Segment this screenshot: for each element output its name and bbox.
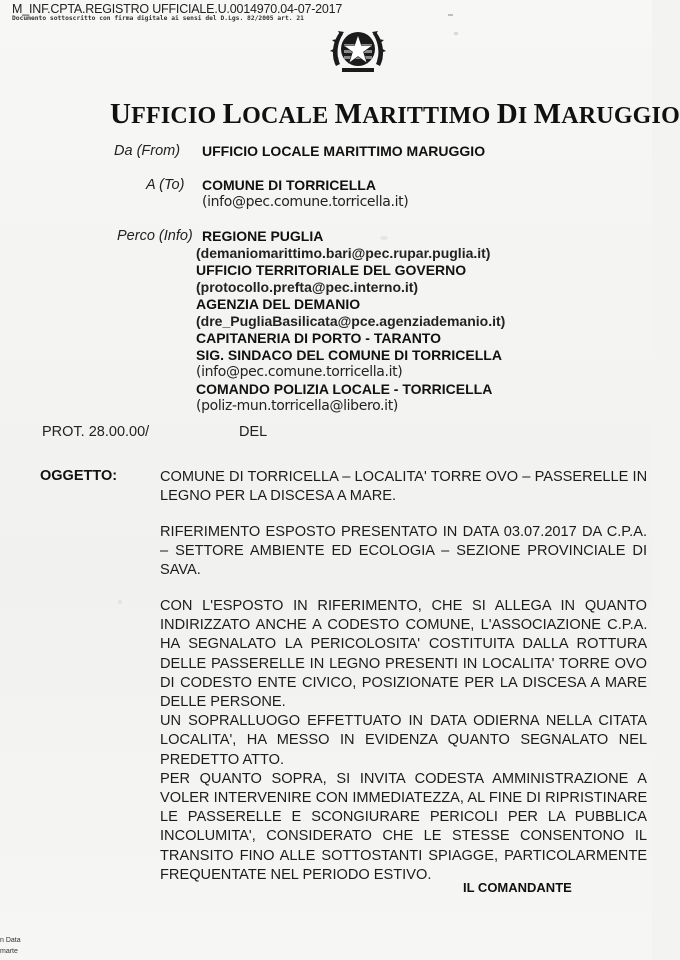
- info-recipient-name: UFFICIO TERRITORIALE DEL GOVERNO: [196, 262, 467, 278]
- scan-smudge: [118, 600, 122, 604]
- body-line: VOLER INTERVENIRE CON IMMEDIATEZZA, AL FINE DI RIPRISTINARE: [160, 790, 648, 807]
- body-line: PREDETTO ATTO.: [160, 751, 285, 768]
- body-line: FREQUENTATE NEL PERIODO ESTIVO.: [160, 866, 432, 883]
- from-label: Da (From): [114, 143, 181, 159]
- body-line: HA SEGNALATO LA PERICOLOSITA' COSTITUITA DALLA ROTTURA: [160, 636, 648, 653]
- registry-protocol-line: M_INF.CPTA.REGISTRO UFFICIALE.U.0014970.04-07-2017: [12, 2, 343, 16]
- info-recipient-email: (protocollo.prefta@pec.interno.it): [196, 279, 419, 295]
- body-line: DI CODESTO ENTE CIVICO, POSIZIONATE PER LA DISCESA A MARE: [160, 674, 647, 691]
- scan-smudge: [380, 236, 388, 240]
- info-recipient-name: COMANDO POLIZIA LOCALE - TORRICELLA: [196, 381, 493, 397]
- reference-line: – SETTORE AMBIENTE ED ECOLOGIA – SEZIONE PROVINCIALE DI: [160, 543, 647, 560]
- from-value: UFFICIO LOCALE MARITTIMO MARUGGIO: [202, 143, 486, 159]
- to-name: COMUNE DI TORRICELLA: [202, 177, 376, 193]
- office-title: [110, 98, 680, 131]
- protocol-number: PROT. 28.00.00/: [42, 424, 150, 440]
- info-recipient-name: AGENZIA DEL DEMANIO: [196, 296, 361, 312]
- info-recipient-name: SIG. SINDACO DEL COMUNE DI TORRICELLA: [196, 347, 502, 363]
- corner-fragment: marte: [0, 948, 18, 955]
- scan-speck: [454, 32, 458, 35]
- subject-line: LEGNO PER LA DISCESA A MARE.: [160, 488, 397, 505]
- info-recipient-email: (demaniomarittimo.bari@pec.rupar.puglia.it): [196, 245, 491, 261]
- reference-paragraph: [160, 523, 647, 581]
- to-label: A (To): [146, 177, 185, 193]
- subject-label: OGGETTO:: [40, 468, 118, 484]
- office-title-text: UFFICIO LOCALE MARITTIMO DI MARUGGIO: [110, 98, 680, 130]
- main-body: [160, 597, 647, 885]
- reference-line: RIFERIMENTO ESPOSTO PRESENTATO IN DATA 03.07.2017 DA C.P.A.: [160, 524, 647, 540]
- subject-text: [160, 468, 647, 506]
- info-recipient-email: (poliz-mun.torricella@libero.it): [196, 398, 398, 414]
- subject-line: COMUNE DI TORRICELLA – LOCALITA' TORRE OVO – PASSERELLE IN: [160, 469, 648, 485]
- to-email: (info@pec.comune.torricella.it): [202, 194, 409, 210]
- body-line: LOCALITA', HA MESSO IN EVIDENZA QUANTO SEGNALATO NEL: [160, 732, 648, 749]
- info-recipient-email: (info@pec.comune.torricella.it): [196, 364, 403, 380]
- body-line: DELLE PASSERELLE IN LEGNO PRESENTI IN LOCALITA' TORRE OVO: [160, 655, 648, 672]
- info-recipient-name: CAPITANERIA DI PORTO - TARANTO: [196, 330, 441, 346]
- scan-speck: [448, 14, 453, 16]
- republic-emblem-icon: [330, 22, 386, 72]
- body-line: UN SOPRALLUOGO EFFETTUATO IN DATA ODIERNA NELLA CITATA: [160, 713, 647, 730]
- reference-line: SAVA.: [160, 562, 201, 579]
- digital-signature-note: Documento sottoscritto con firma digitale ai sensi del D.Lgs. 82/2005 art. 21: [12, 15, 304, 22]
- corner-fragment: n Data: [0, 937, 21, 944]
- info-recipient-email: (dre_PugliaBasilicata@pce.agenziademanio.it): [196, 313, 506, 329]
- body-line: PER QUANTO SOPRA, SI INVITA CODESTA AMMINISTRAZIONE A: [160, 770, 647, 787]
- body-line: CON L'ESPOSTO IN RIFERIMENTO, CHE SI ALLEGA IN QUANTO: [160, 598, 647, 614]
- signatory-title: IL COMANDANTE: [463, 880, 572, 895]
- protocol-date-label: DEL: [239, 424, 268, 440]
- body-line: TRANSITO FINO ALLE SOTTOSTANTI SPIAGGE, PARTICOLARMENTE: [160, 847, 648, 864]
- body-line: DELLE PERSONE.: [160, 694, 286, 711]
- body-line: INDIRIZZATO ANCHE A CODESTO COMUNE, L'ASSOCIAZIONE C.P.A.: [160, 617, 648, 634]
- body-line: INCOLUMITA', CONSIDERATO CHE LE STESSE CONSENTONO IL: [160, 828, 647, 845]
- info-recipient-name: REGIONE PUGLIA: [202, 228, 324, 244]
- body-line: LE PASSERELLE E SCONGIURARE PERICOLI PER LA PUBBLICA: [160, 809, 647, 826]
- info-label: Perco (Info): [117, 228, 193, 244]
